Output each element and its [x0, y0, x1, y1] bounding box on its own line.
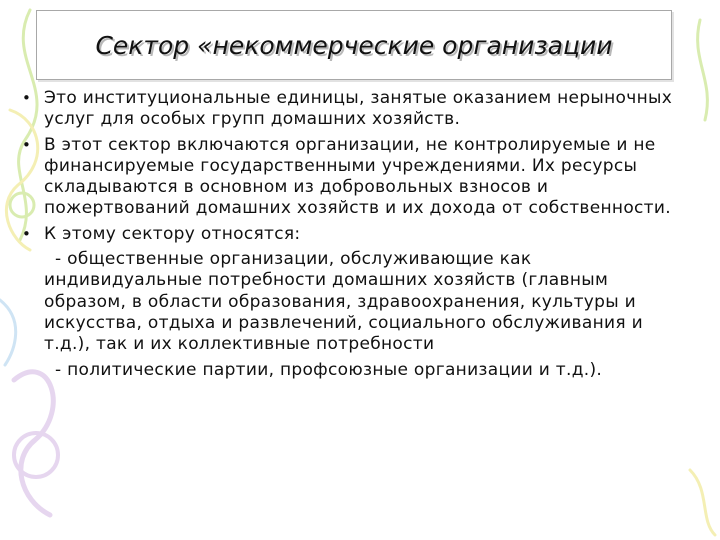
sub-item-text: - общественные организации, обслуживающие как индивидуальные потребности домашних хозяйств (главным образом, в области образования, здравоохранения, культуры и искусства, отдыха и развлечений, социального обслуживания и т.д.), так и их коллективные потребности [44, 249, 643, 355]
bullet-text: К этому сектору относятся: [44, 223, 301, 244]
bullet-text: В этот сектор включаются организации, не контролируемые и не финансируемые государственными учреждениями. Их ресурсы складываются в основном из добровольных взносов и пожертвований домашних хозяйств и их дохода от собственности. [44, 134, 671, 219]
bullet-item [22, 135, 694, 220]
decor-swirl-right-yellow [690, 470, 715, 535]
sub-item [22, 249, 694, 355]
slide-title: Сектор «некоммерческие организации [95, 30, 613, 60]
sub-item-text: - политические партии, профсоюзные организации и т.д.). [55, 359, 603, 380]
decor-swirl-blue [0, 300, 16, 365]
slide-body [22, 88, 694, 385]
bullet-item [22, 88, 694, 131]
bullet-mark: • [22, 135, 32, 154]
title-box [36, 10, 672, 80]
bullet-mark: • [22, 224, 32, 243]
bullet-text: Это институциональные единицы, занятые оказанием нерыночных услуг для особых групп домашних хозяйств. [44, 88, 673, 130]
sub-item [22, 360, 694, 381]
bullet-mark: • [22, 89, 32, 107]
decor-swirl-right-green [698, 20, 708, 120]
bullet-item [22, 224, 694, 245]
decor-swirl-purple [14, 372, 53, 515]
